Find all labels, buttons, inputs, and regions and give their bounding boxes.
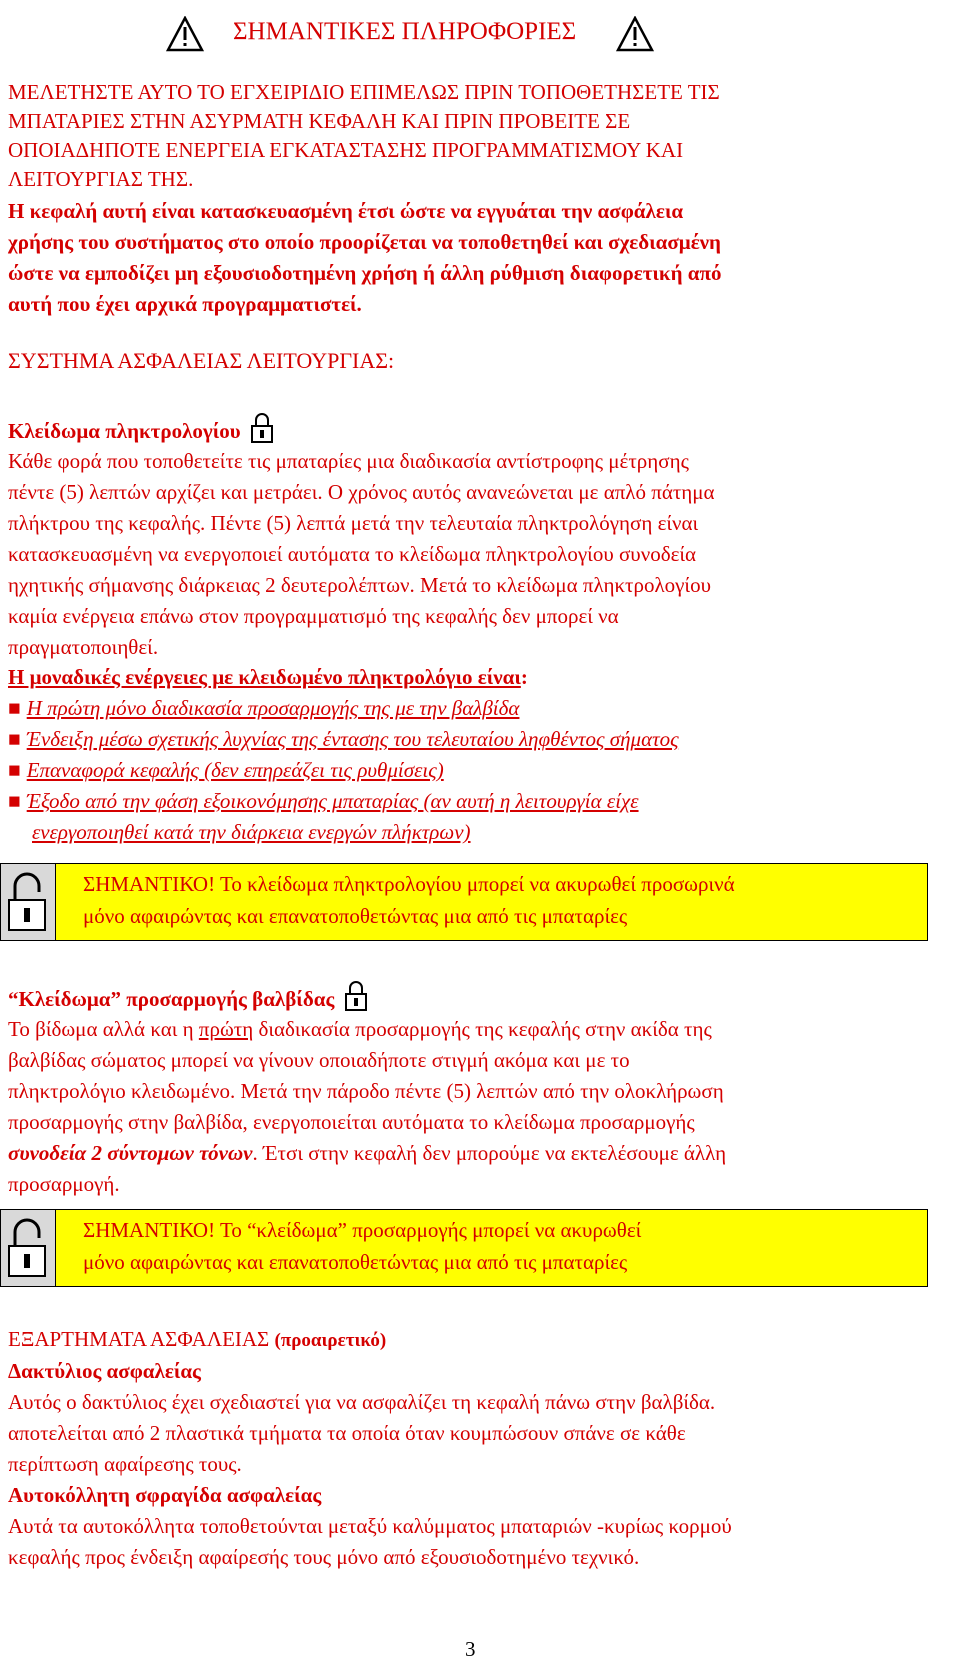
accessories-heading-note: (προαιρετικό) bbox=[274, 1330, 387, 1351]
list-item-text: ενεργοποιηθεί κατά την διάρκεια ενεργών πλήκτρων) bbox=[32, 820, 471, 844]
list-item-text: Η πρώτη μόνο διαδικασία προσαρμογής της με την βαλβίδα bbox=[26, 696, 520, 720]
keypad-lock-line: Πέντε (5) λεπτά μετά την τελευταία πληκτρολόγηση είναι bbox=[210, 511, 699, 535]
note-line: ΣΗΜΑΝΤΙΚΟ! Το κλείδωμα πληκτρολογίου μπορεί να ακυρωθεί προσωρινά bbox=[83, 872, 735, 896]
intro-bold bbox=[8, 196, 928, 320]
only-actions-colon: : bbox=[520, 665, 528, 689]
keypad-lock-line: πέντε (5) λεπτών αρχίζει και μετράει. bbox=[8, 480, 323, 504]
system-heading: ΣΥΣΤΗΜΑ ΑΣΦΑΛΕΙΑΣ ΛΕΙΤΟΥΡΓΙΑΣ: bbox=[8, 348, 395, 373]
note-text bbox=[83, 1214, 641, 1278]
intro-caps-line: ΜΕΛΕΤΗΣΤΕ ΑΥΤΟ ΤΟ ΕΓΧΕΙΡΙΔΙΟ ΕΠΙΜΕΛΩΣ ΠΡΙΝ ΤΟΠΟΘΕΤΗΣΕΤΕ ΤΙΣ bbox=[8, 80, 720, 104]
keypad-lock-line: Ο χρόνος αυτός ανανεώνεται με απλό πάτημα bbox=[327, 480, 715, 504]
intro-caps-line: ΛΕΙΤΟΥΡΓΙΑΣ ΤΗΣ. bbox=[8, 167, 194, 191]
important-note-valve bbox=[0, 1209, 928, 1287]
note-icon-box bbox=[1, 1210, 56, 1286]
valve-lock-emphasis: συνοδεία 2 σύντομων τόνων bbox=[8, 1141, 253, 1165]
note-text bbox=[83, 868, 735, 932]
keypad-lock-line: πραγματοποιηθεί. bbox=[8, 635, 159, 659]
valve-lock-line: πληκτρολόγιο κλειδωμένο. bbox=[8, 1079, 236, 1103]
accessories-section bbox=[8, 1324, 928, 1573]
ring-line: Αυτός ο δακτύλιος έχει σχεδιαστεί για να ασφαλίζει τη κεφαλή πάνω στην βαλβίδα. bbox=[8, 1390, 716, 1414]
important-note-keypad bbox=[0, 863, 928, 941]
ring-line: αποτελείται από 2 πλαστικά τμήματα τα οποία όταν κουμπώσουν σπάνε σε κάθε bbox=[8, 1421, 686, 1445]
valve-lock-line: βαλβίδας σώματος μπορεί να γίνουν οποιαδήποτε στιγμή ακόμα και με το bbox=[8, 1048, 630, 1072]
ring-line: περίπτωση αφαίρεσης τους. bbox=[8, 1452, 242, 1476]
accessories-heading bbox=[8, 1324, 928, 1356]
list-item bbox=[8, 755, 928, 786]
bullet-square-icon: ■ bbox=[8, 727, 21, 751]
only-actions-heading bbox=[8, 662, 928, 693]
keypad-lock-line: πλήκτρου της κεφαλής. bbox=[8, 511, 206, 535]
valve-lock-text: Το βίδωμα αλλά και η bbox=[8, 1017, 199, 1041]
accessories-heading-text: ΕΞΑΡΤΗΜΑΤΑ ΑΣΦΑΛΕΙΑΣ bbox=[8, 1327, 270, 1351]
list-item-text: Έξοδο από την φάση εξοικονόμησης μπαταρίας (αν αυτή η λειτουργία είχε bbox=[26, 789, 639, 813]
intro-caps-line: ΜΠΑΤΑΡΙΕΣ ΣΤΗΝ ΑΣΥΡΜΑΤΗ ΚΕΦΑΛΗ ΚΑΙ ΠΡΙΝ ΠΡΟΒΕΙΤΕ ΣΕ bbox=[8, 109, 631, 133]
intro-bold-line: αυτή που έχει αρχικά προγραμματιστεί. bbox=[8, 292, 362, 316]
note-icon-box bbox=[1, 864, 56, 940]
padlock-icon bbox=[250, 412, 274, 444]
valve-lock-line: Μετά την πάροδο πέντε (5) λεπτών από την ολοκλήρωση bbox=[240, 1079, 724, 1103]
intro-bold-line: Η κεφαλή αυτή είναι κατασκευασμένη έτσι ώστε να εγγυάται την ασφάλεια bbox=[8, 199, 684, 223]
keypad-lock-body bbox=[8, 446, 928, 663]
valve-lock-line: προσαρμογή. bbox=[8, 1172, 120, 1196]
bullet-square-icon: ■ bbox=[8, 789, 21, 813]
unlocked-padlock-icon bbox=[1, 864, 55, 940]
keypad-lock-line: κατασκευασμένη να ενεργοποιεί αυτόματα το κλείδωμα πληκτρολογίου συνοδεία bbox=[8, 542, 697, 566]
ring-heading: Δακτύλιος ασφαλείας bbox=[8, 1359, 201, 1383]
note-line: ΣΗΜΑΝΤΙΚΟ! Το “κλείδωμα” προσαρμογής μπορεί να ακυρωθεί bbox=[83, 1218, 642, 1242]
list-item-text: Ένδειξη μέσω σχετικής λυχνίας της έντασης του τελευταίου ληφθέντος σήματος bbox=[26, 727, 679, 751]
bullet-square-icon: ■ bbox=[8, 696, 21, 720]
valve-lock-text: διαδικασία προσαρμογής της κεφαλής στην ακίδα της bbox=[253, 1017, 712, 1041]
intro-bold-line: χρήσης του συστήματος στο οποίο προορίζεται να τοποθετηθεί και σχεδιασμένη bbox=[8, 230, 721, 254]
note-line: μόνο αφαιρώντας και επανατοποθετώντας μια από τις μπαταρίες bbox=[83, 1250, 628, 1274]
keypad-lock-heading bbox=[8, 412, 928, 447]
valve-lock-line: προσαρμογής στην βαλβίδα, ενεργοποιείται αυτόματα το κλείδωμα προσαρμογής bbox=[8, 1110, 695, 1134]
list-item bbox=[8, 693, 928, 724]
keypad-lock-line: Κάθε φορά που τοποθετείτε τις μπαταρίες μια διαδικασία αντίστροφης μέτρησης bbox=[8, 449, 689, 473]
list-item bbox=[8, 724, 928, 755]
title-row bbox=[0, 14, 960, 60]
intro-caps bbox=[8, 78, 928, 194]
keypad-lock-line: καμία ενέργεια επάνω στον προγραμματισμό της κεφαλής δεν μπορεί να bbox=[8, 604, 619, 628]
only-actions-list bbox=[8, 693, 928, 848]
padlock-icon bbox=[344, 980, 368, 1012]
list-item bbox=[8, 817, 928, 848]
list-item bbox=[8, 786, 928, 817]
unlocked-padlock-icon bbox=[1, 1210, 55, 1286]
intro-bold-line: ώστε να εμποδίζει μη εξουσιοδοτημένη χρήση ή άλλη ρύθμιση διαφορετική από bbox=[8, 261, 722, 285]
valve-lock-text-underlined: πρώτη bbox=[198, 1017, 254, 1041]
warning-triangle-icon bbox=[616, 16, 654, 52]
valve-lock-body bbox=[8, 1014, 928, 1200]
page-number: 3 bbox=[465, 1637, 476, 1661]
list-item-text: Επαναφορά κεφαλής (δεν επηρεάζει τις ρυθμίσεις) bbox=[26, 758, 444, 782]
warning-triangle-icon bbox=[166, 16, 204, 52]
note-line: μόνο αφαιρώντας και επανατοποθετώντας μια από τις μπαταρίες bbox=[83, 904, 628, 928]
valve-lock-heading-text: “Κλείδωμα” προσαρμογής βαλβίδας bbox=[8, 987, 335, 1011]
seal-line: κεφαλής προς ένδειξη αφαίρεσής τους μόνο από εξουσιοδοτημένο τεχνικό. bbox=[8, 1545, 640, 1569]
bullet-square-icon: ■ bbox=[8, 758, 21, 782]
page-title: ΣΗΜΑΝΤΙΚΕΣ ΠΛΗΡΟΦΟΡΙΕΣ bbox=[233, 18, 577, 45]
valve-lock-heading bbox=[8, 980, 928, 1015]
only-actions-heading-text: Η μοναδικές ενέργειες με κλειδωμένο πληκτρολόγιο είναι bbox=[8, 665, 521, 689]
intro-caps-line: ΟΠΟΙΑΔΗΠΟΤΕ ΕΝΕΡΓΕΙΑ ΕΓΚΑΤΑΣΤΑΣΗΣ ΠΡΟΓΡΑΜΜΑΤΙΣΜΟΥ ΚΑΙ bbox=[8, 138, 684, 162]
keypad-lock-line: ηχητικής σήμανσης διάρκειας 2 δευτερολέπτων. bbox=[8, 573, 415, 597]
seal-line: Αυτά τα αυτοκόλλητα τοποθετούνται μεταξύ καλύμματος μπαταριών -κυρίως κορμού bbox=[8, 1514, 732, 1538]
seal-heading: Αυτοκόλλητη σφραγίδα ασφαλείας bbox=[8, 1483, 322, 1507]
keypad-lock-heading-text: Κλείδωμα πληκτρολογίου bbox=[8, 419, 241, 443]
valve-lock-text: . Έτσι στην κεφαλή δεν μπορούμε να εκτελέσουμε άλλη bbox=[252, 1141, 727, 1165]
keypad-lock-line: Μετά το κλείδωμα πληκτρολογίου bbox=[420, 573, 711, 597]
